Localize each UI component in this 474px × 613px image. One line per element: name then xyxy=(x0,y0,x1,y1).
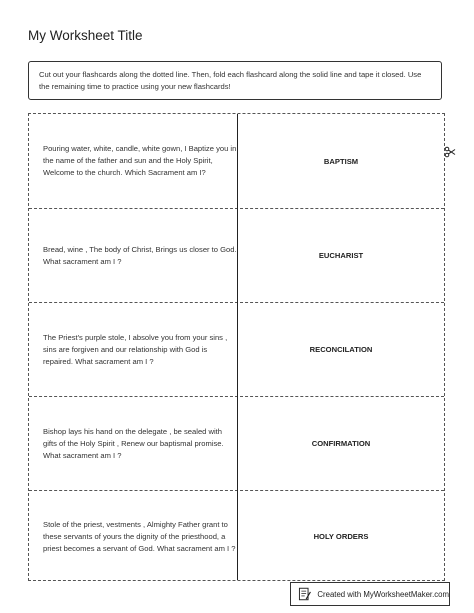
instructions-box: Cut out your flashcards along the dotted line. Then, fold each flashcard along the solid line and tape it closed. Use the remaining time to practice using your new flashcards! xyxy=(28,61,442,100)
footer-badge[interactable] xyxy=(290,582,450,606)
scissors-icon xyxy=(444,146,456,158)
flashcard-answer: HOLY ORDERS xyxy=(313,532,369,541)
myworksheetmaker-logo-icon xyxy=(298,587,311,601)
fold-line xyxy=(237,114,238,580)
flashcard-answer: BAPTISM xyxy=(323,156,359,166)
flashcard-question: Bread, wine , The body of Christ, Brings us closer to God. What sacrament am I ? xyxy=(43,244,237,266)
flashcard-question: Bishop lays his hand on the delegate , be sealed with gifts of the Holy Spirit , Renew our baptismal promise. What sacrament am I ? xyxy=(43,426,224,460)
flashcard-answer: EUCHARIST xyxy=(318,251,364,260)
flashcard-answer: CONFIRMATION xyxy=(311,439,371,448)
flashcard-question: Stole of the priest, vestments , Almighty Father grant to these servants of yours the dignity of the priesthood, a priest becomes a servant of God. What sacrament am I ? xyxy=(43,519,236,553)
flashcard-answer: RECONCILATION xyxy=(309,345,373,354)
page-title: My Worksheet Title xyxy=(28,28,143,43)
flashcard-question: Pouring water, white, candle, white gown, I Baptize you in the name of the father and sun and the Holy Spirit, Welcome to the church. Which Sacrament am I? xyxy=(43,144,237,177)
flashcard-sheet xyxy=(28,113,445,581)
flashcard-question: The Priest's purple stole, I absolve you from your sins , sins are forgiven and our relationship with God is repaired. What sacrament am I ? xyxy=(43,332,228,366)
footer-text: Created with MyWorksheetMaker.com xyxy=(317,589,449,599)
